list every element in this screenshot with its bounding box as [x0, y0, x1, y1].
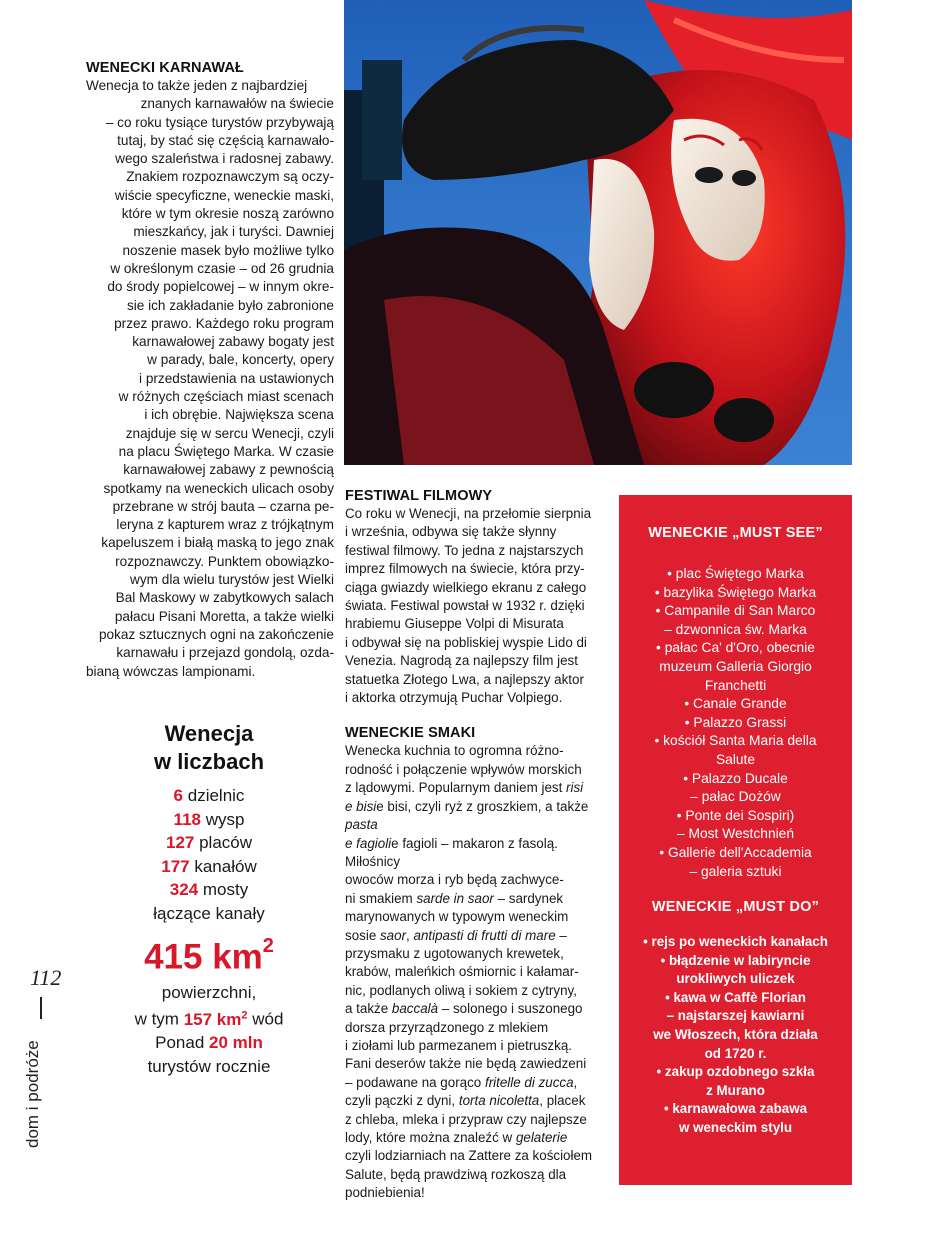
- carnival-line: w określonym czasie – od 26 grudnia: [110, 260, 334, 276]
- festival-line: Co roku w Wenecji, na przełomie sierpnia: [345, 506, 592, 521]
- stats-title-line-1: Wenecja: [164, 721, 254, 746]
- flavors-line: [345, 1074, 607, 1092]
- stats-water-sup: 2: [241, 1009, 248, 1022]
- festival-line: Venezia. Nagrodą za najlepszy film jest: [345, 653, 578, 669]
- flavors-text: czyli pączki z dyni,: [345, 1093, 459, 1109]
- must-see-item: • Canale Grande: [684, 696, 787, 712]
- flavors-line: marynowanych w typowym weneckim: [345, 909, 569, 925]
- venice-stats: [100, 720, 318, 1078]
- must-see-item: • bazylika Świętego Marka: [654, 584, 817, 600]
- festival-line: ciąga gwiazdy wielkiego ekranu z całego: [345, 579, 587, 595]
- must-see-item: Salute: [715, 751, 756, 767]
- carnival-line: i ich obrębie. Największa scena: [144, 407, 334, 423]
- stats-item-number: 6: [173, 786, 184, 805]
- must-see-list: [619, 565, 852, 881]
- stats-items: [100, 784, 318, 902]
- flavors-line: i ziołami lub parmezanem i pietruszką.: [345, 1037, 572, 1053]
- must-do-item: • karnawałowa zabawa: [663, 1101, 808, 1117]
- flavors-line: podniebienia!: [345, 1185, 425, 1201]
- flavors-text: –: [555, 927, 567, 943]
- carnival-line: pałacu Pisani Moretta, a także wielki: [114, 608, 334, 624]
- stats-item-label: dzielnic: [183, 786, 245, 805]
- stats-area-label: powierzchni,: [161, 982, 257, 1002]
- stats-tourists-num: 20 mln: [209, 1033, 263, 1053]
- must-do-item: • rejs po weneckich kanałach: [643, 934, 828, 950]
- flavors-line: [345, 1000, 607, 1018]
- stats-item: [100, 808, 318, 832]
- carnival-line: Znakiem rozpoznawczym są oczy-: [126, 169, 334, 185]
- must-do-item: we Włoszech, która działa: [653, 1027, 818, 1043]
- festival-line: i aktorka otrzymują Puchar Volpiego.: [345, 690, 563, 706]
- flavors-text: lody, które można znaleźć w: [345, 1130, 516, 1145]
- flavors-italic: pasta: [345, 817, 378, 833]
- carnival-heading: WENECKI KARNAWAŁ: [86, 60, 244, 76]
- carnival-line: i przedstawienia na ustawionych: [139, 370, 334, 386]
- carnival-mask-photo: [344, 0, 852, 465]
- stats-item-number: 127: [165, 833, 195, 852]
- carnival-line: Bal Maskowy w zabytkowych salach: [115, 590, 334, 606]
- flavors-line: owoców morza i ryb będą zachwyce-: [345, 872, 564, 888]
- flavors-italic: saor: [379, 927, 407, 943]
- flavors-italic: risi: [566, 780, 584, 796]
- must-see-item: • Palazzo Ducale: [683, 770, 788, 786]
- stats-item-label: placów: [194, 833, 252, 852]
- stats-area-sup: 2: [262, 935, 274, 957]
- must-see-item: muzeum Galleria Giorgio: [659, 658, 812, 674]
- festival-line: świata. Festiwal powstał w 1932 r. dzięki: [345, 598, 585, 614]
- carnival-line: karnawałowej zabawy bogaty jest: [132, 334, 334, 350]
- carnival-line: na placu Świętego Marka. W czasie: [118, 443, 334, 459]
- stats-item-number: 177: [161, 856, 190, 876]
- stats-item-number: 118: [173, 809, 201, 829]
- carnival-line: bianą wówczas lampionami.: [86, 663, 256, 679]
- carnival-line: kapeluszem i białą maską to jego znak: [101, 535, 334, 551]
- flavors-line: [345, 927, 607, 945]
- flavors-line: przysmaku z ugotowanych krewetek,: [345, 945, 564, 961]
- must-see-item: – pałac Dożów: [690, 789, 781, 805]
- carnival-line: do środy popielcowej – w innym okre-: [107, 279, 334, 295]
- flavors-line: z chleba, mleka i przypraw czy najlepsze: [345, 1111, 587, 1127]
- stats-water-value: 157 km: [183, 1009, 242, 1029]
- flavors-text: ni smakiem: [345, 890, 417, 906]
- stats-item-label: mosty: [198, 880, 249, 899]
- carnival-line: znanych karnawałów na świecie: [140, 96, 334, 112]
- flavors-heading: WENECKIE SMAKI: [345, 725, 476, 742]
- flavors-text: – solonego i suszonego: [438, 1001, 583, 1017]
- flavors-line: krabów, maleńkich ośmiornic i kałamar-: [345, 964, 579, 980]
- must-do-item: z Murano: [706, 1082, 765, 1098]
- carnival-line: pokaz sztucznych ogni na zakończenie: [98, 626, 334, 642]
- flavors-line: [345, 890, 607, 908]
- must-see-item: • Gallerie dell'Accademia: [659, 844, 812, 860]
- flavors-italic: antipasti di frutti di mare: [413, 927, 556, 943]
- flavors-line: Salute, będą prawdziwą rozkoszą dla: [345, 1166, 567, 1182]
- flavors-line: czyli lodziarniach na Zattere za kościołem: [345, 1148, 593, 1164]
- stats-bridges-note: łączące kanały: [153, 903, 265, 923]
- stats-water-pre: w tym: [134, 1009, 184, 1029]
- carnival-line: wiście specyficzne, weneckie maski,: [114, 187, 334, 203]
- stats-area-value: 415 km: [144, 937, 263, 977]
- flavors-line: e fagiolie fagioli – makaron z fasolą. Miłośnicy: [345, 835, 558, 869]
- stats-water: [100, 1004, 318, 1031]
- must-see-item: • plac Świętego Marka: [667, 566, 804, 581]
- carnival-line: wego szaleństwa i radosnej zabawy.: [115, 151, 334, 167]
- festival-line: hrabiemu Giuseppe Volpi di Misurata: [345, 616, 564, 632]
- carnival-line: mieszkańcy, jak i turyści. Dawniej: [133, 224, 334, 240]
- must-do-item: w weneckim stylu: [678, 1120, 793, 1136]
- stats-tourists-label: turystów rocznie: [147, 1056, 271, 1076]
- festival-line: i września, odbywa się także słynny: [345, 524, 557, 540]
- flavors-text: e fagioli – makaron z fasolą. Miłośnicy: [345, 835, 558, 869]
- flavors-text: , placek: [539, 1093, 586, 1109]
- stats-title-line-2: w liczbach: [153, 749, 265, 774]
- flavors-line: rodność i połączenie wpływów morskich: [345, 761, 582, 777]
- must-do-item: urokliwych uliczek: [676, 971, 795, 987]
- carnival-line: spotkamy na weneckich ulicach osoby: [103, 480, 334, 496]
- stats-tourists-pre: Ponad: [155, 1033, 210, 1053]
- stats-item: [100, 784, 318, 808]
- must-see-item: • pałac Ca' d'Oro, obecnie: [656, 640, 815, 656]
- must-see-item: – Most Westchnień: [676, 826, 795, 842]
- flavors-line: dorsza przyrządzonego z mlekiem: [345, 1019, 549, 1035]
- festival-body: [345, 505, 607, 707]
- stats-water-post: wód: [247, 1009, 284, 1029]
- must-see-item: – dzwonnica św. Marka: [664, 621, 807, 637]
- page-number: 112: [30, 965, 62, 990]
- carnival-line: wym dla wielu turystów jest Wielki: [130, 572, 334, 588]
- flavors-body: [345, 742, 607, 1202]
- carnival-line: leryna z kapturem wraz z trójkątnym: [116, 517, 334, 533]
- stats-tourists: [100, 1031, 318, 1055]
- flavors-italic: torta nicoletta: [458, 1093, 540, 1109]
- must-see-item: • Palazzo Grassi: [684, 714, 787, 730]
- carnival-section: [86, 60, 334, 681]
- flavors-text: e bisi, czyli ryż z groszkiem, a także: [376, 798, 589, 814]
- flavors-text: ,: [406, 927, 414, 943]
- carnival-mask-illustration: [344, 0, 852, 465]
- must-see-item: • Ponte dei Sospiri): [676, 807, 795, 823]
- flavors-line: Wenecka kuchnia to ogromna różno-: [345, 743, 564, 759]
- flavors-text: sosie: [345, 927, 380, 943]
- flavors-line: nic, podlanych oliwą i sokiem z cytryny,: [345, 982, 577, 998]
- carnival-line: znajduje się w sercu Wenecji, czyli: [125, 425, 334, 441]
- festival-line: i odbywał się na pobliskiej wyspie Lido di: [345, 634, 587, 650]
- flavors-italic: gelaterie: [515, 1130, 568, 1145]
- flavors-line: [345, 1129, 607, 1147]
- stats-item-label: wysp: [200, 809, 245, 829]
- carnival-line: rozpoznawczy. Punktem obowiązko-: [115, 553, 334, 569]
- carnival-line: – co roku tysiące turystów przybywają: [105, 114, 334, 130]
- stats-item: [100, 855, 318, 879]
- carnival-line: karnawałowej zabawy z pewnością: [123, 462, 334, 478]
- stats-area: [100, 927, 318, 981]
- flavors-line: e bisie bisi, czyli ryż z groszkiem, a także pasta: [345, 798, 589, 833]
- must-do-list: [619, 933, 852, 1138]
- flavors-line: Fani deserów także nie będą zawiedzeni: [345, 1056, 587, 1072]
- must-do-heading: WENECKIE „MUST DO”: [651, 899, 820, 916]
- carnival-line: tutaj, by stać się częścią karnawało-: [117, 132, 334, 148]
- carnival-line: które w tym okresie noszą zarówno: [121, 206, 334, 222]
- must-do-item: – najstarszej kawiarni: [666, 1008, 805, 1024]
- must-see-item: – galeria sztuki: [689, 863, 782, 879]
- festival-heading: FESTIWAL FILMOWY: [345, 488, 493, 504]
- carnival-line: Wenecja to także jeden z najbardziej: [86, 78, 308, 93]
- carnival-line: przez prawo. Każdego roku program: [114, 315, 334, 331]
- flavors-italic: fritelle di zucca: [484, 1074, 574, 1090]
- flavors-italic: baccalà: [391, 1001, 439, 1017]
- magazine-name: dom i podróże: [23, 1040, 42, 1148]
- must-see-item: • kościół Santa Maria della: [654, 733, 817, 749]
- carnival-line: w różnych częściach miast scenach: [118, 389, 334, 405]
- flavors-text: – sardynek: [493, 890, 564, 906]
- festival-line: festiwal filmowy. To jedna z najstarszych: [345, 542, 584, 558]
- stats-item: [100, 878, 318, 902]
- must-do-item: • kawa w Caffè Florian: [665, 989, 806, 1005]
- must-see-item: Franchetti: [704, 677, 767, 693]
- middle-column: [345, 488, 607, 1203]
- flavors-text: ,: [573, 1074, 578, 1090]
- flavors-text: a także: [345, 1001, 392, 1017]
- stats-water-num: [184, 1010, 248, 1029]
- stats-item-number: 324: [169, 880, 199, 899]
- flavors-line: [345, 1092, 607, 1110]
- flavors-line: [345, 779, 607, 797]
- carnival-line: noszenie masek było możliwe tylko: [122, 242, 334, 258]
- festival-line: imprez filmowych na świecie, która przy-: [345, 561, 585, 577]
- carnival-line: w parady, bale, koncerty, opery: [147, 352, 334, 368]
- must-do-item: od 1720 r.: [704, 1045, 767, 1061]
- flavors-italic: sarde in saor: [416, 890, 494, 906]
- flavors-text: z lądowymi. Popularnym daniem jest: [345, 780, 567, 796]
- carnival-line: karnawału i przejazd gondolą, ozda-: [116, 645, 334, 661]
- must-see-item: • Campanile di San Marco: [655, 603, 816, 619]
- carnival-body: [86, 77, 334, 681]
- must-see-heading: WENECKIE „MUST SEE”: [648, 525, 823, 541]
- must-do-item: • błądzenie w labiryncie: [660, 952, 811, 968]
- carnival-line: sie ich zakładanie było zabronione: [126, 297, 334, 313]
- stats-item: [100, 831, 318, 855]
- must-box: [619, 495, 852, 1185]
- side-divider: [40, 997, 42, 1019]
- must-do-item: • zakup ozdobnego szkła: [656, 1064, 815, 1080]
- carnival-line: przebrane w strój bauta – czarna pe-: [112, 498, 334, 514]
- festival-line: statuetka Złotego Lwa, a najlepszy aktor: [345, 671, 584, 687]
- flavors-text: – podawane na gorąco: [345, 1074, 485, 1090]
- stats-item-label: kanałów: [189, 856, 257, 876]
